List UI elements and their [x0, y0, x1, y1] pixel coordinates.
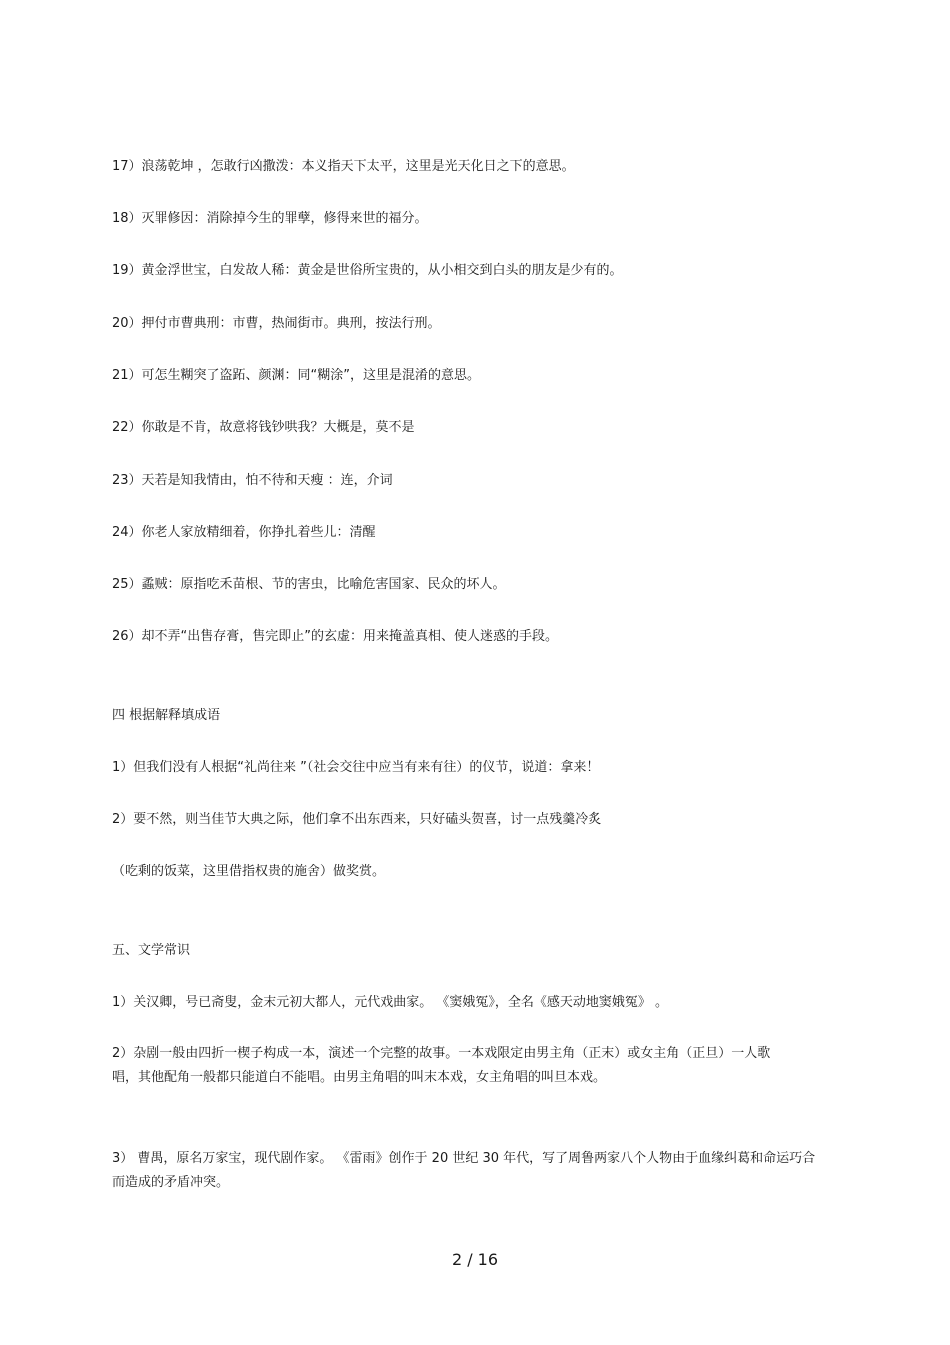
note-22: 22）你敢是不肯，故意将钱钞哄我？大概是，莫不是 [112, 420, 415, 435]
section-4-item-2: 2）要不然，则当佳节大典之际，他们拿不出东西来，只好磕头贺喜，讨一点残羹冷炙 [112, 812, 602, 827]
note-17: 17）浪荡乾坤 ，怎敢行凶撒泼：本义指天下太平，这里是光天化日之下的意思。 [112, 159, 575, 174]
note-24: 24）你老人家放精细着，你挣扎着些儿：清醒 [112, 525, 376, 540]
section-4-item-1: 1）但我们没有人根据“礼尚往来 ”（社会交往中应当有来有往）的仪节，说道：拿来！ [112, 760, 600, 775]
section-5-item-3: 3） 曹禺，原名万家宝，现代剧作家。 《雷雨》创作于 20 世纪 30 年代，写了周鲁两家八个人物由于血缘纠葛和命运巧合而造成的矛盾冲突。 [112, 1151, 816, 1190]
section-5-heading: 五、文学常识 [112, 943, 191, 958]
page-number: 2 / 16 [451, 1250, 499, 1269]
section-5-item-2: 2）杂剧一般由四折一楔子构成一本，演述一个完整的故事。一本戏限定由男主角（正末）或女主角（正旦）一人歌唱，其他配角一般都只能道白不能唱。由男主角唱的叫末本戏，女主角唱的叫旦本戏。 [112, 1046, 771, 1085]
note-26: 26）却不弄“出售存膏，售完即止”的玄虚：用来掩盖真相、使人迷惑的手段。 [112, 629, 559, 644]
note-19: 19）黄金浮世宝，白发故人稀：黄金是世俗所宝贵的，从小相交到白头的朋友是少有的。 [112, 263, 623, 278]
section-5-item-1: 1）关汉卿，号已斋叟，金末元初大都人，元代戏曲家。 《窦娥冤》，全名《感天动地窦娥冤》 。 [112, 995, 669, 1010]
note-20: 20）押付市曹典刑：市曹，热闹街市。典刑，按法行刑。 [112, 316, 441, 331]
section-4-heading: 四 根据解释填成语 [112, 708, 221, 723]
note-18: 18）灭罪修因：消除掉今生的罪孽，修得来世的福分。 [112, 211, 428, 226]
note-21: 21）可怎生糊突了盗跖、颜渊：同“糊涂”，这里是混淆的意思。 [112, 368, 481, 383]
note-23: 23）天若是知我情由，怕不待和天瘦 ：连，介词 [112, 473, 393, 488]
section-4-item-2-cont: （吃剩的饭菜，这里借指权贵的施舍）做奖赏。 [112, 864, 386, 879]
note-25: 25）蟊贼：原指吃禾苗根、节的害虫，比喻危害国家、民众的坏人。 [112, 577, 506, 592]
